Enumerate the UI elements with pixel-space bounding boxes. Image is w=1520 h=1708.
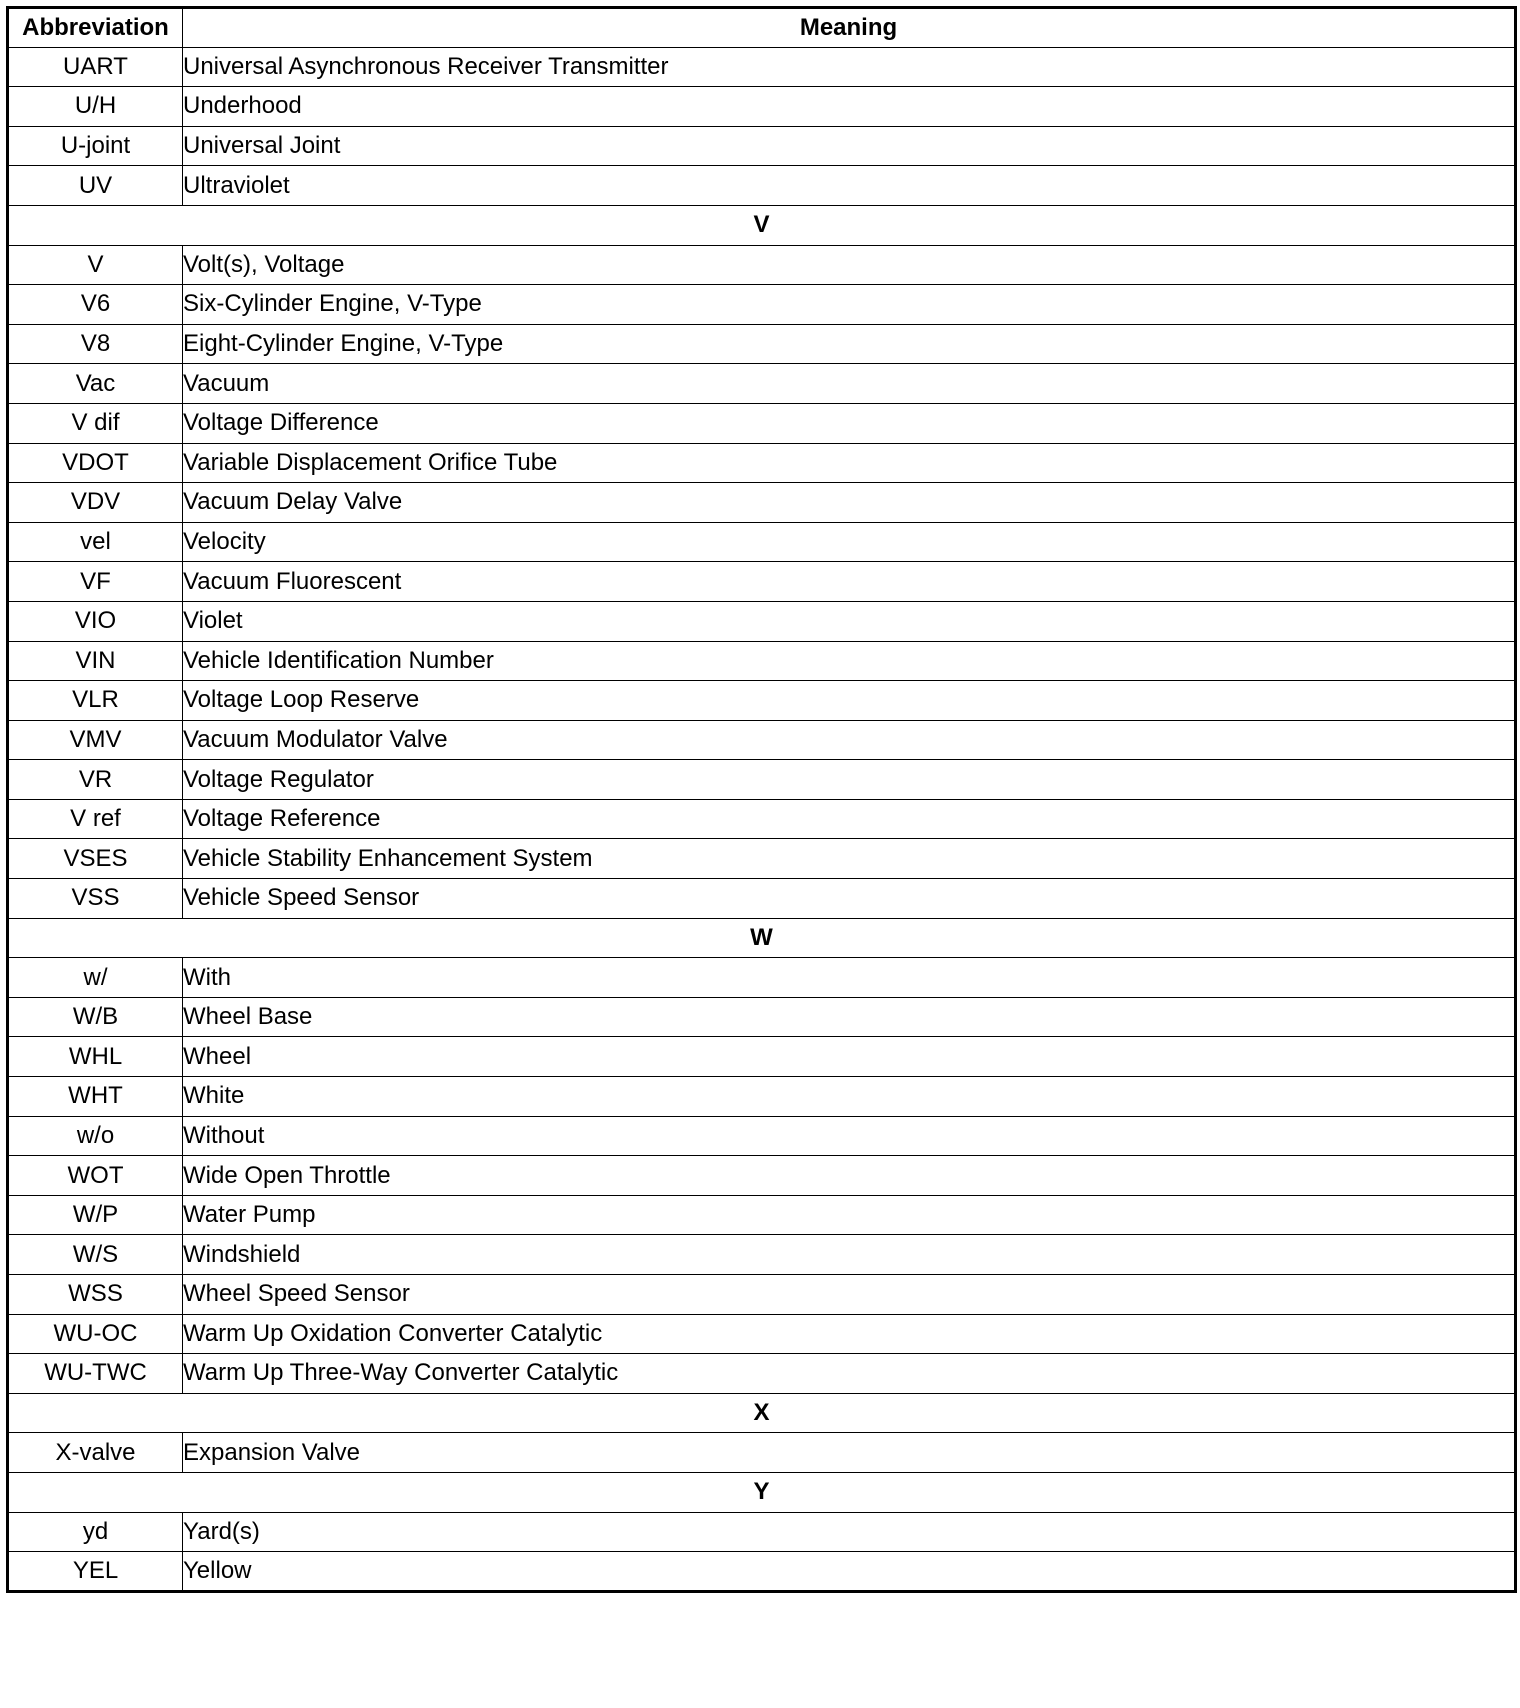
meaning-cell: Vehicle Identification Number bbox=[183, 641, 1516, 681]
table-row bbox=[8, 1195, 1516, 1235]
table-row bbox=[8, 1512, 1516, 1552]
table-row bbox=[8, 1275, 1516, 1315]
table-row bbox=[8, 1552, 1516, 1592]
meaning-cell: Eight-Cylinder Engine, V-Type bbox=[183, 324, 1516, 364]
meaning-cell: Yard(s) bbox=[183, 1512, 1516, 1552]
abbreviation-cell: VLR bbox=[8, 681, 183, 721]
abbreviation-cell: VDV bbox=[8, 483, 183, 523]
meaning-column-header: Meaning bbox=[183, 8, 1516, 48]
abbreviation-cell: WU-OC bbox=[8, 1314, 183, 1354]
table-row bbox=[8, 443, 1516, 483]
table-row bbox=[8, 720, 1516, 760]
table-row bbox=[8, 87, 1516, 127]
table-row bbox=[8, 245, 1516, 285]
table-row bbox=[8, 839, 1516, 879]
meaning-cell: Wheel bbox=[183, 1037, 1516, 1077]
table-row bbox=[8, 1354, 1516, 1394]
table-row bbox=[8, 799, 1516, 839]
meaning-cell: Voltage Regulator bbox=[183, 760, 1516, 800]
section-header-row bbox=[8, 205, 1516, 245]
abbreviation-cell: UART bbox=[8, 47, 183, 87]
meaning-cell: White bbox=[183, 1077, 1516, 1117]
table-row bbox=[8, 681, 1516, 721]
table-row bbox=[8, 1077, 1516, 1117]
abbreviation-cell: VSS bbox=[8, 879, 183, 919]
abbreviation-cell: VSES bbox=[8, 839, 183, 879]
table-row bbox=[8, 1116, 1516, 1156]
abbreviation-cell: V dif bbox=[8, 403, 183, 443]
table-row bbox=[8, 760, 1516, 800]
meaning-cell: Underhood bbox=[183, 87, 1516, 127]
abbreviation-cell: VDOT bbox=[8, 443, 183, 483]
meaning-cell: Yellow bbox=[183, 1552, 1516, 1592]
table-row bbox=[8, 483, 1516, 523]
abbreviation-cell: yd bbox=[8, 1512, 183, 1552]
abbreviation-cell: w/ bbox=[8, 958, 183, 998]
table-row bbox=[8, 364, 1516, 404]
abbreviation-cell: V bbox=[8, 245, 183, 285]
meaning-cell: Wheel Base bbox=[183, 997, 1516, 1037]
abbreviation-cell: WU-TWC bbox=[8, 1354, 183, 1394]
table-row bbox=[8, 47, 1516, 87]
table-row bbox=[8, 1433, 1516, 1473]
meaning-cell: Voltage Reference bbox=[183, 799, 1516, 839]
meaning-cell: Windshield bbox=[183, 1235, 1516, 1275]
abbreviation-cell: WHT bbox=[8, 1077, 183, 1117]
meaning-cell: Ultraviolet bbox=[183, 166, 1516, 206]
meaning-cell: With bbox=[183, 958, 1516, 998]
abbreviation-cell: W/B bbox=[8, 997, 183, 1037]
table-row bbox=[8, 641, 1516, 681]
table-row bbox=[8, 126, 1516, 166]
table-row bbox=[8, 1235, 1516, 1275]
abbreviation-cell: WOT bbox=[8, 1156, 183, 1196]
meaning-cell: Vacuum Fluorescent bbox=[183, 562, 1516, 602]
meaning-cell: Warm Up Three-Way Converter Catalytic bbox=[183, 1354, 1516, 1394]
abbreviation-cell: V8 bbox=[8, 324, 183, 364]
abbreviation-cell: U/H bbox=[8, 87, 183, 127]
meaning-cell: Universal Joint bbox=[183, 126, 1516, 166]
meaning-cell: Vacuum Modulator Valve bbox=[183, 720, 1516, 760]
table-row bbox=[8, 958, 1516, 998]
meaning-cell: Wide Open Throttle bbox=[183, 1156, 1516, 1196]
meaning-cell: Water Pump bbox=[183, 1195, 1516, 1235]
abbreviation-cell: W/S bbox=[8, 1235, 183, 1275]
table-row bbox=[8, 997, 1516, 1037]
table-row bbox=[8, 522, 1516, 562]
meaning-cell: Violet bbox=[183, 601, 1516, 641]
table-row bbox=[8, 166, 1516, 206]
abbreviation-cell: U-joint bbox=[8, 126, 183, 166]
section-header-row bbox=[8, 1472, 1516, 1512]
table-row bbox=[8, 879, 1516, 919]
meaning-cell: Universal Asynchronous Receiver Transmitter bbox=[183, 47, 1516, 87]
meaning-cell: Expansion Valve bbox=[183, 1433, 1516, 1473]
meaning-cell: Vacuum Delay Valve bbox=[183, 483, 1516, 523]
abbreviation-cell: WSS bbox=[8, 1275, 183, 1315]
abbreviation-cell: WHL bbox=[8, 1037, 183, 1077]
abbreviation-cell: Vac bbox=[8, 364, 183, 404]
table-body bbox=[8, 47, 1516, 1591]
table-row bbox=[8, 1156, 1516, 1196]
abbreviation-cell: V6 bbox=[8, 285, 183, 325]
abbreviation-cell: VIN bbox=[8, 641, 183, 681]
section-header-row bbox=[8, 1393, 1516, 1433]
section-letter: V bbox=[8, 205, 1516, 245]
table-row bbox=[8, 601, 1516, 641]
meaning-cell: Velocity bbox=[183, 522, 1516, 562]
meaning-cell: Voltage Difference bbox=[183, 403, 1516, 443]
section-letter: W bbox=[8, 918, 1516, 958]
abbreviation-cell: VIO bbox=[8, 601, 183, 641]
abbreviation-column-header: Abbreviation bbox=[8, 8, 183, 48]
table-row bbox=[8, 1037, 1516, 1077]
abbreviation-cell: w/o bbox=[8, 1116, 183, 1156]
table-row bbox=[8, 562, 1516, 602]
meaning-cell: Voltage Loop Reserve bbox=[183, 681, 1516, 721]
header-row bbox=[8, 8, 1516, 48]
section-letter: X bbox=[8, 1393, 1516, 1433]
abbreviation-cell: UV bbox=[8, 166, 183, 206]
section-letter: Y bbox=[8, 1472, 1516, 1512]
abbreviation-cell: W/P bbox=[8, 1195, 183, 1235]
abbreviation-cell: V ref bbox=[8, 799, 183, 839]
meaning-cell: Vehicle Speed Sensor bbox=[183, 879, 1516, 919]
abbreviation-cell: VR bbox=[8, 760, 183, 800]
table-row bbox=[8, 403, 1516, 443]
meaning-cell: Warm Up Oxidation Converter Catalytic bbox=[183, 1314, 1516, 1354]
abbreviation-cell: VMV bbox=[8, 720, 183, 760]
table-row bbox=[8, 1314, 1516, 1354]
meaning-cell: Vacuum bbox=[183, 364, 1516, 404]
abbreviation-cell: YEL bbox=[8, 1552, 183, 1592]
meaning-cell: Volt(s), Voltage bbox=[183, 245, 1516, 285]
abbreviation-cell: VF bbox=[8, 562, 183, 602]
meaning-cell: Vehicle Stability Enhancement System bbox=[183, 839, 1516, 879]
abbreviation-cell: X-valve bbox=[8, 1433, 183, 1473]
section-header-row bbox=[8, 918, 1516, 958]
meaning-cell: Variable Displacement Orifice Tube bbox=[183, 443, 1516, 483]
abbreviation-cell: vel bbox=[8, 522, 183, 562]
table-row bbox=[8, 324, 1516, 364]
meaning-cell: Wheel Speed Sensor bbox=[183, 1275, 1516, 1315]
meaning-cell: Without bbox=[183, 1116, 1516, 1156]
abbreviation-table bbox=[6, 6, 1517, 1593]
table-row bbox=[8, 285, 1516, 325]
meaning-cell: Six-Cylinder Engine, V-Type bbox=[183, 285, 1516, 325]
